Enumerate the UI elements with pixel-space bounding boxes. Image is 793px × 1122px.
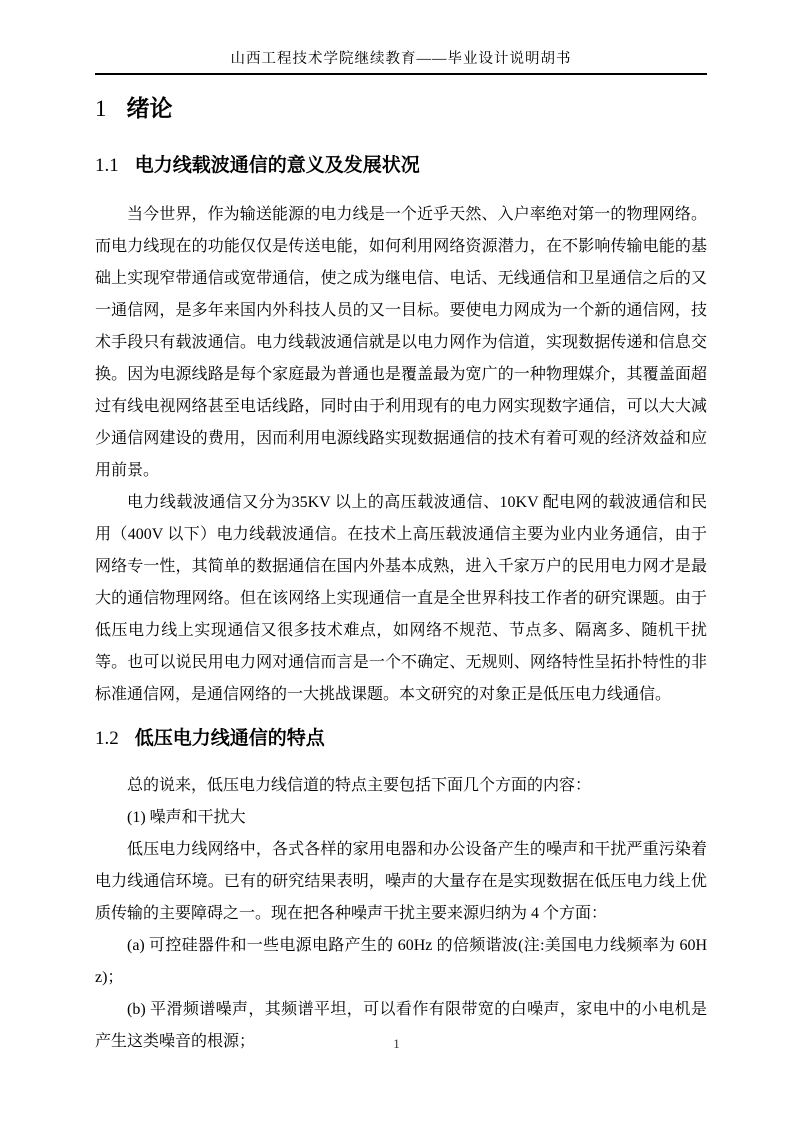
paragraph-list-item: (b) 平滑频谱噪声，其频谱平坦，可以看作有限带宽的白噪声，家电中的小电机是产生这类噪音的根源； [95, 1001, 707, 1050]
chapter-number: 1 [95, 96, 107, 121]
paragraph-list-item: (a) 可控硅器件和一些电源电路产生的 60Hz 的倍频谐波(注:美国电力线频率为 60Hz)； [95, 937, 707, 986]
section-heading-1-2 [95, 725, 707, 752]
page-header [95, 47, 707, 75]
paragraph: 总的说来，低压电力线信道的特点主要包括下面几个方面的内容： [127, 777, 592, 794]
chapter-title: 绪论 [126, 96, 173, 122]
section-number: 1.2 [95, 728, 119, 749]
section-title: 电力线载波通信的意义及发展状况 [134, 154, 420, 176]
section-title: 低压电力线通信的特点 [134, 727, 325, 749]
page-number: 1 [393, 1036, 400, 1051]
section-1-2-paragraphs [95, 770, 707, 1058]
chapter-heading [95, 94, 707, 124]
paragraph: 电力线载波通信又分为35KV 以上的高压载波通信、10KV 配电网的载波通信和民用（400V 以下）电力线载波通信。在技术上高压载波通信主要为业内业务通信，由于网络专一性，其简单的数据通信在国内外基本成熟，进入千家万户的民用电力网才是最大的通信物理网络。但在该网络上实现通信一直是全世界科技工作者的研究课题。由于低压电力线上实现通信又很多技术难点，如网络不规范、节点多、隔离多、随机干扰等。也可以说民用电力网对通信而言是一个不确定、无规则、网络特性呈拓扑特性的非标准通信网，是通信网络的一大挑战课题。本文研究的对象正是低压电力线通信。 [95, 494, 707, 703]
page-footer [0, 1036, 793, 1052]
paragraph: 当今世界，作为输送能源的电力线是一个近乎天然、入户率绝对第一的物理网络。而电力线现在的功能仅仅是传送电能，如何利用网络资源潜力，在不影响传输电能的基础上实现窄带通信或宽带通信，使之成为继电信、电话、无线通信和卫星通信之后的又一通信网，是多年来国内外科技人员的又一目标。要使电力网成为一个新的通信网，技术手段只有载波通信。电力线载波通信就是以电力网作为信道，实现数据传递和信息交换。因为电源线路是每个家庭最为普通也是覆盖最为宽广的一种物理媒介，其覆盖面超过有线电视网络甚至电话线路，同时由于利用现有的电力网实现数字通信，可以大大减少通信网建设的费用，因而利用电源线路实现数据通信的技术有着可观的经济效益和应用前景。 [95, 206, 707, 479]
section-number: 1.1 [95, 155, 119, 176]
section-heading-1-1 [95, 152, 707, 179]
section-1-1-paragraphs [95, 199, 707, 711]
document-body [95, 74, 707, 1058]
header-title: 山西工程技术学院继续教育——毕业设计说明胡书 [230, 51, 572, 67]
paragraph-list-item: (1) 噪声和干扰大 [127, 809, 246, 826]
paragraph: 低压电力线网络中，各式各样的家用电器和办公设备产生的噪声和干扰严重污染着电力线通信环境。已有的研究结果表明，噪声的大量存在是实现数据在低压电力线上优质传输的主要障碍之一。现在把各种噪声干扰主要来源归纳为 4 个方面： [95, 841, 707, 922]
